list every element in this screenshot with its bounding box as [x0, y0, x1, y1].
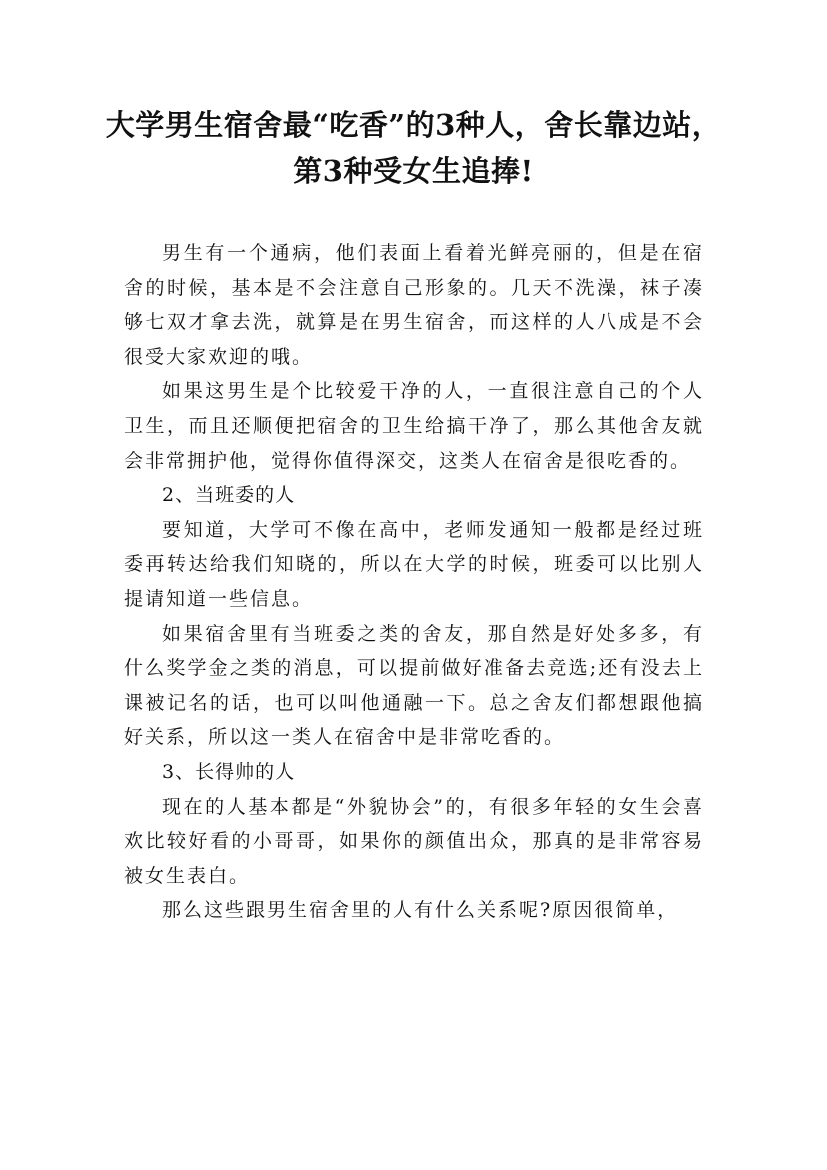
paragraph-relation-question: 那么这些跟男生宿舍里的人有什么关系呢?原因很简单， [162, 899, 679, 922]
paragraph-class-committee-info: 要知道，大学可不像在高中，老师发通知一般都是经过班委再转达给我们知晓的，所以在大学的时候，班委可以比别人提请知道一些信息。 [124, 518, 704, 610]
section-heading-class-committee: 2、当班委的人 [162, 484, 296, 507]
paragraph-hygiene-habits: 男生有一个通病，他们表面上看着光鲜亮丽的，但是在宿舍的时候，基本是不会注意自己形象的。几天不洗澡，袜子凑够七双才拿去洗，就算是在男生宿舍，而这样的人八成是不会很受大家欢迎的哦。 [124, 242, 704, 368]
document-body [124, 236, 704, 928]
document-title: 大学男生宿舍最“吃香”的3种人，舍长靠边站，第3种受女生追捧! [105, 108, 722, 188]
section-heading-handsome: 3、长得帅的人 [162, 760, 296, 783]
paragraph-class-committee-benefits: 如果宿舍里有当班委之类的舍友，那自然是好处多多，有什么奖学金之类的消息，可以提前做好准备去竞选;还有没去上课被记名的话，也可以叫他通融一下。总之舍友们都想跟他搞好关系，所以这一类人在宿舍中是非常吃香的。 [124, 622, 704, 749]
paragraph-clean-person: 如果这男生是个比较爱干净的人，一直很注意自己的个人卫生，而且还顺便把宿舍的卫生给搞干净了，那么其他舍友就会非常拥护他，觉得你值得深交，这类人在宿舍是很吃香的。 [124, 380, 704, 472]
paragraph-appearance: 现在的人基本都是“外貌协会”的，有很多年轻的女生会喜欢比较好看的小哥哥，如果你的颜值出众，那真的是非常容易被女生表白。 [124, 795, 704, 887]
